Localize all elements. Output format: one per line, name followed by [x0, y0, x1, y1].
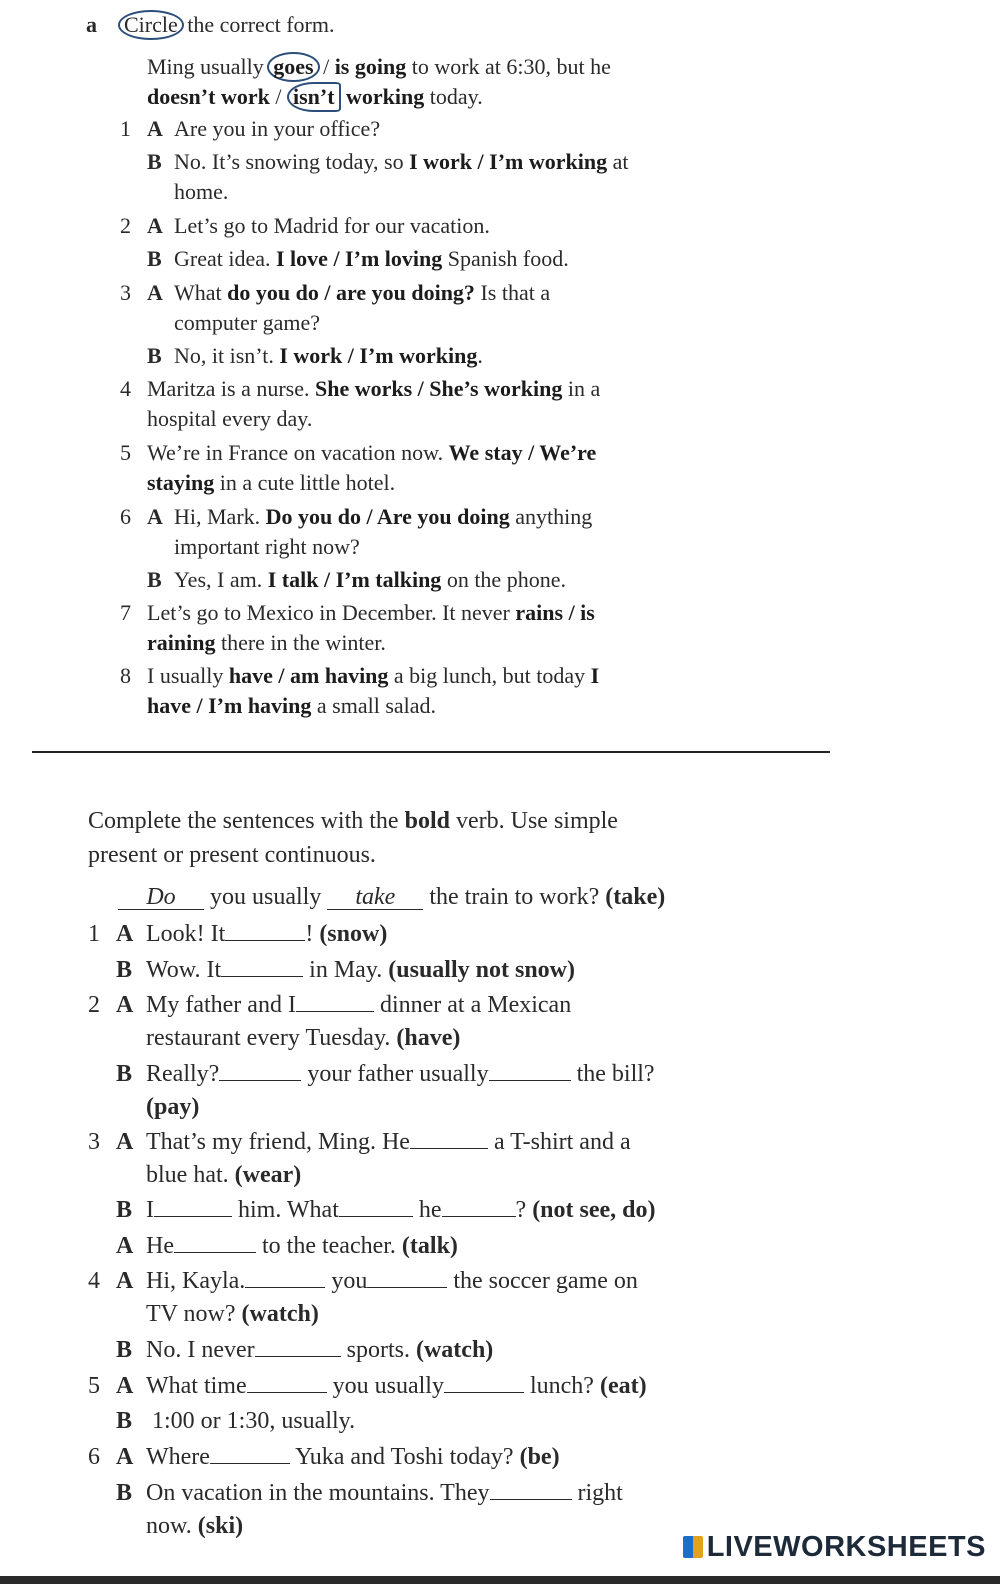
t: at [607, 149, 629, 174]
answer-blank[interactable] [174, 1232, 256, 1253]
t: I usually [147, 663, 229, 688]
item-number: 1 [120, 116, 131, 141]
speaker-label: A [116, 1373, 134, 1399]
answer-blank[interactable] [247, 1372, 327, 1393]
item-1b-line-2: home. [174, 179, 229, 204]
t: doesn’t work [147, 84, 270, 109]
example-line-2 [147, 82, 483, 112]
t: in a cute little hotel. [214, 470, 396, 495]
answer-blank[interactable] [444, 1372, 524, 1393]
speaker-label: B [116, 1408, 133, 1434]
t: (watch) [241, 1301, 319, 1327]
section-divider [32, 751, 830, 753]
t: No. I never [146, 1337, 255, 1363]
t: Hi, Kayla. [146, 1268, 246, 1294]
t: Yes, I am. [174, 567, 268, 592]
choice-options[interactable]: We stay / We’re [448, 440, 597, 465]
t: (not see, do) [532, 1197, 656, 1223]
section-b-instruction-line-2: present or present continuous. [88, 842, 376, 868]
answer-blank[interactable] [367, 1267, 447, 1288]
item-8-line-2 [147, 691, 436, 721]
t: the soccer game on [447, 1268, 638, 1294]
answer-blank[interactable] [219, 1060, 301, 1081]
q-number: 3 [88, 1129, 100, 1155]
question-2a-line-2 [146, 1021, 460, 1055]
question-2b [146, 1057, 655, 1091]
t: a big lunch, but today [388, 663, 591, 688]
choice-options[interactable]: Do you do / Are you doing [265, 504, 510, 529]
speaker-label: B [116, 1197, 133, 1223]
t: Great idea. [174, 246, 276, 271]
t: Really? [146, 1061, 220, 1087]
item-number: 7 [120, 600, 131, 625]
t: bold [404, 808, 450, 834]
question-3c [146, 1229, 458, 1263]
t: Is that a [474, 280, 551, 305]
t: (have) [396, 1025, 461, 1051]
item-5-text [147, 438, 596, 468]
t: restaurant every Tuesday. [146, 1025, 397, 1051]
t: I [146, 1197, 154, 1223]
t: you usually [326, 1373, 444, 1399]
speaker-label: A [147, 213, 163, 238]
question-6a [146, 1440, 560, 1474]
t: Yuka and Toshi today? [289, 1444, 520, 1470]
t: (snow) [319, 921, 388, 947]
choice-options[interactable]: have / am having [228, 663, 389, 688]
question-3a [146, 1125, 631, 1159]
t: is going [334, 54, 407, 79]
t: right [571, 1480, 623, 1506]
speaker-label: B [116, 1480, 133, 1506]
t: he [412, 1197, 442, 1223]
example-answer-circle-isnt: isn’t [287, 82, 341, 112]
question-1a [146, 917, 387, 951]
question-3a-line-2 [146, 1158, 301, 1192]
t: on the phone. [441, 567, 566, 592]
section-b-instruction [88, 804, 618, 838]
answer-blank[interactable] [154, 1196, 232, 1217]
item-3a-text [174, 278, 550, 308]
choice-options[interactable]: I work / I’m working [279, 343, 478, 368]
t: Spanish food. [442, 246, 569, 271]
answer-blank[interactable] [339, 1196, 413, 1217]
t: Look! It [146, 921, 226, 947]
choice-options[interactable]: I work / I’m working [409, 149, 608, 174]
question-4b [146, 1333, 493, 1367]
answer-blank[interactable] [221, 956, 303, 977]
answer-blank[interactable] [489, 1060, 571, 1081]
speaker-label: B [147, 567, 162, 592]
question-2a [146, 988, 571, 1022]
item-6a-line-2: important right now? [174, 534, 360, 559]
item-3b-text [174, 341, 483, 371]
q-number: 1 [88, 921, 100, 947]
t: (talk) [401, 1233, 458, 1259]
speaker-label: A [147, 504, 163, 529]
instruction-circled-word: Circle [118, 10, 184, 40]
question-4a [146, 1264, 638, 1298]
t: working [340, 84, 425, 109]
t: We’re in France on vacation now. [147, 440, 449, 465]
t: . [477, 343, 483, 368]
t: you [325, 1268, 368, 1294]
item-3a-line-2: computer game? [174, 310, 320, 335]
choice-options[interactable]: I talk / I’m talking [267, 567, 442, 592]
t: sports. [340, 1337, 416, 1363]
liveworksheets-logo-icon [683, 1536, 703, 1558]
t: Maritza is a nurse. [147, 376, 315, 401]
item-number: 5 [120, 440, 131, 465]
speaker-label: A [147, 280, 163, 305]
item-4-line-2: hospital every day. [147, 406, 313, 431]
liveworksheets-brand[interactable] [683, 1531, 986, 1564]
choice-options[interactable]: raining [147, 630, 216, 655]
t: Complete the sentences with the [88, 808, 405, 834]
t: Wow. It [146, 957, 222, 983]
speaker-label: B [147, 343, 162, 368]
speaker-label: A [116, 1129, 134, 1155]
q-number: 2 [88, 992, 100, 1018]
t: your father usually [301, 1061, 489, 1087]
section-b-example [118, 880, 665, 914]
t: / [269, 84, 287, 109]
speaker-label: A [116, 992, 134, 1018]
question-1b [146, 953, 575, 987]
t: him. What [232, 1197, 339, 1223]
item-7-text [147, 598, 595, 628]
item-number: 2 [120, 213, 131, 238]
t: (eat) [599, 1373, 647, 1399]
section-a-instruction [120, 10, 334, 40]
t: to work at 6:30, but he [406, 54, 611, 79]
t: TV now? [146, 1301, 242, 1327]
q-number: 4 [88, 1268, 100, 1294]
question-6b-line-2 [146, 1509, 243, 1543]
choice-options[interactable]: She works / She’s working [315, 376, 563, 401]
question-5b: 1:00 or 1:30, usually. [152, 1408, 356, 1434]
t: the train to work? [423, 884, 606, 910]
item-5-line-2 [147, 468, 395, 498]
question-5a [146, 1369, 647, 1403]
t: blue hat. [146, 1162, 235, 1188]
brand-text: LIVEWORKSHEETS [706, 1531, 986, 1563]
answer-blank[interactable] [296, 991, 374, 1012]
choice-options[interactable]: rains / is [515, 600, 595, 625]
instruction-text: the correct form. [181, 12, 335, 37]
question-4a-line-2 [146, 1297, 319, 1331]
t: today. [424, 84, 483, 109]
t: (usually not snow) [388, 957, 575, 983]
t: Ming usually [147, 54, 270, 79]
item-number: 4 [120, 376, 131, 401]
t: anything [509, 504, 593, 529]
t: in a [562, 376, 601, 401]
t: Hi, Mark. [174, 504, 266, 529]
speaker-label: A [116, 1233, 134, 1259]
example-answer-2: take [327, 885, 423, 910]
answer-blank[interactable] [210, 1443, 290, 1464]
t: the bill? [570, 1061, 655, 1087]
speaker-label: B [116, 1061, 133, 1087]
t: now. [146, 1513, 198, 1539]
t: He [146, 1233, 174, 1259]
t: you usually [204, 884, 328, 910]
item-2b-text [174, 244, 569, 274]
t: in May. [303, 957, 389, 983]
t: (take) [605, 884, 666, 910]
bottom-bar [0, 1576, 1000, 1584]
t: Where [146, 1444, 210, 1470]
t: (wear) [234, 1162, 302, 1188]
t: What [174, 280, 228, 305]
question-2b-line-2: (pay) [146, 1094, 200, 1120]
item-6a-text [174, 502, 592, 532]
question-3b [146, 1193, 656, 1227]
t: I [590, 663, 600, 688]
t: What time [146, 1373, 247, 1399]
t: there in the winter. [215, 630, 386, 655]
t: My father and I [146, 992, 296, 1018]
speaker-label: B [147, 149, 162, 174]
choice-options[interactable]: do you do / are you doing? [227, 280, 475, 305]
answer-blank[interactable] [225, 920, 305, 941]
t: ! [305, 921, 320, 947]
speaker-label: A [116, 1268, 134, 1294]
item-8-text [147, 661, 599, 691]
example-answer-1: Do [118, 885, 204, 910]
item-2a-text: Let’s go to Madrid for our vacation. [174, 213, 490, 238]
question-6b [146, 1476, 623, 1510]
t: a small salad. [311, 693, 437, 718]
t: to the teacher. [255, 1233, 402, 1259]
speaker-label: A [116, 921, 134, 947]
speaker-label: B [147, 246, 162, 271]
answer-blank[interactable] [442, 1196, 516, 1217]
t: On vacation in the mountains. They [146, 1480, 490, 1506]
speaker-label: B [116, 1337, 133, 1363]
item-7-line-2 [147, 628, 386, 658]
example-answer-circle-goes: goes [267, 52, 319, 82]
answer-blank[interactable] [255, 1336, 341, 1357]
speaker-label: A [116, 1444, 134, 1470]
q-number: 5 [88, 1373, 100, 1399]
t: / [317, 54, 335, 79]
choice-options[interactable]: staying [147, 470, 215, 495]
t: dinner at a Mexican [373, 992, 572, 1018]
item-6b-text [174, 565, 566, 595]
item-1b-text [174, 147, 628, 177]
t: (watch) [415, 1337, 494, 1363]
example-line-1 [147, 52, 611, 82]
t: lunch? [523, 1373, 600, 1399]
item-4-text [147, 374, 600, 404]
t: No, it isn’t. [174, 343, 280, 368]
t: verb. Use simple [449, 808, 618, 834]
t: ? [515, 1197, 533, 1223]
choice-options[interactable]: I love / I’m loving [276, 246, 443, 271]
item-number: 3 [120, 280, 131, 305]
item-1a-text: Are you in your office? [174, 116, 381, 141]
t: (ski) [197, 1513, 244, 1539]
section-a-letter: a [86, 12, 97, 37]
t: That’s my friend, Ming. He [146, 1129, 410, 1155]
speaker-label: A [147, 116, 163, 141]
t: No. It’s snowing today, so [174, 149, 410, 174]
answer-blank[interactable] [245, 1267, 325, 1288]
answer-blank[interactable] [410, 1128, 488, 1149]
t: (be) [519, 1444, 560, 1470]
answer-blank[interactable] [490, 1479, 572, 1500]
speaker-label: B [116, 957, 133, 983]
item-number: 6 [120, 504, 131, 529]
choice-options[interactable]: have / I’m having [147, 693, 312, 718]
t: a T-shirt and a [487, 1129, 631, 1155]
q-number: 6 [88, 1444, 100, 1470]
item-number: 8 [120, 663, 131, 688]
t: Let’s go to Mexico in December. It never [147, 600, 516, 625]
